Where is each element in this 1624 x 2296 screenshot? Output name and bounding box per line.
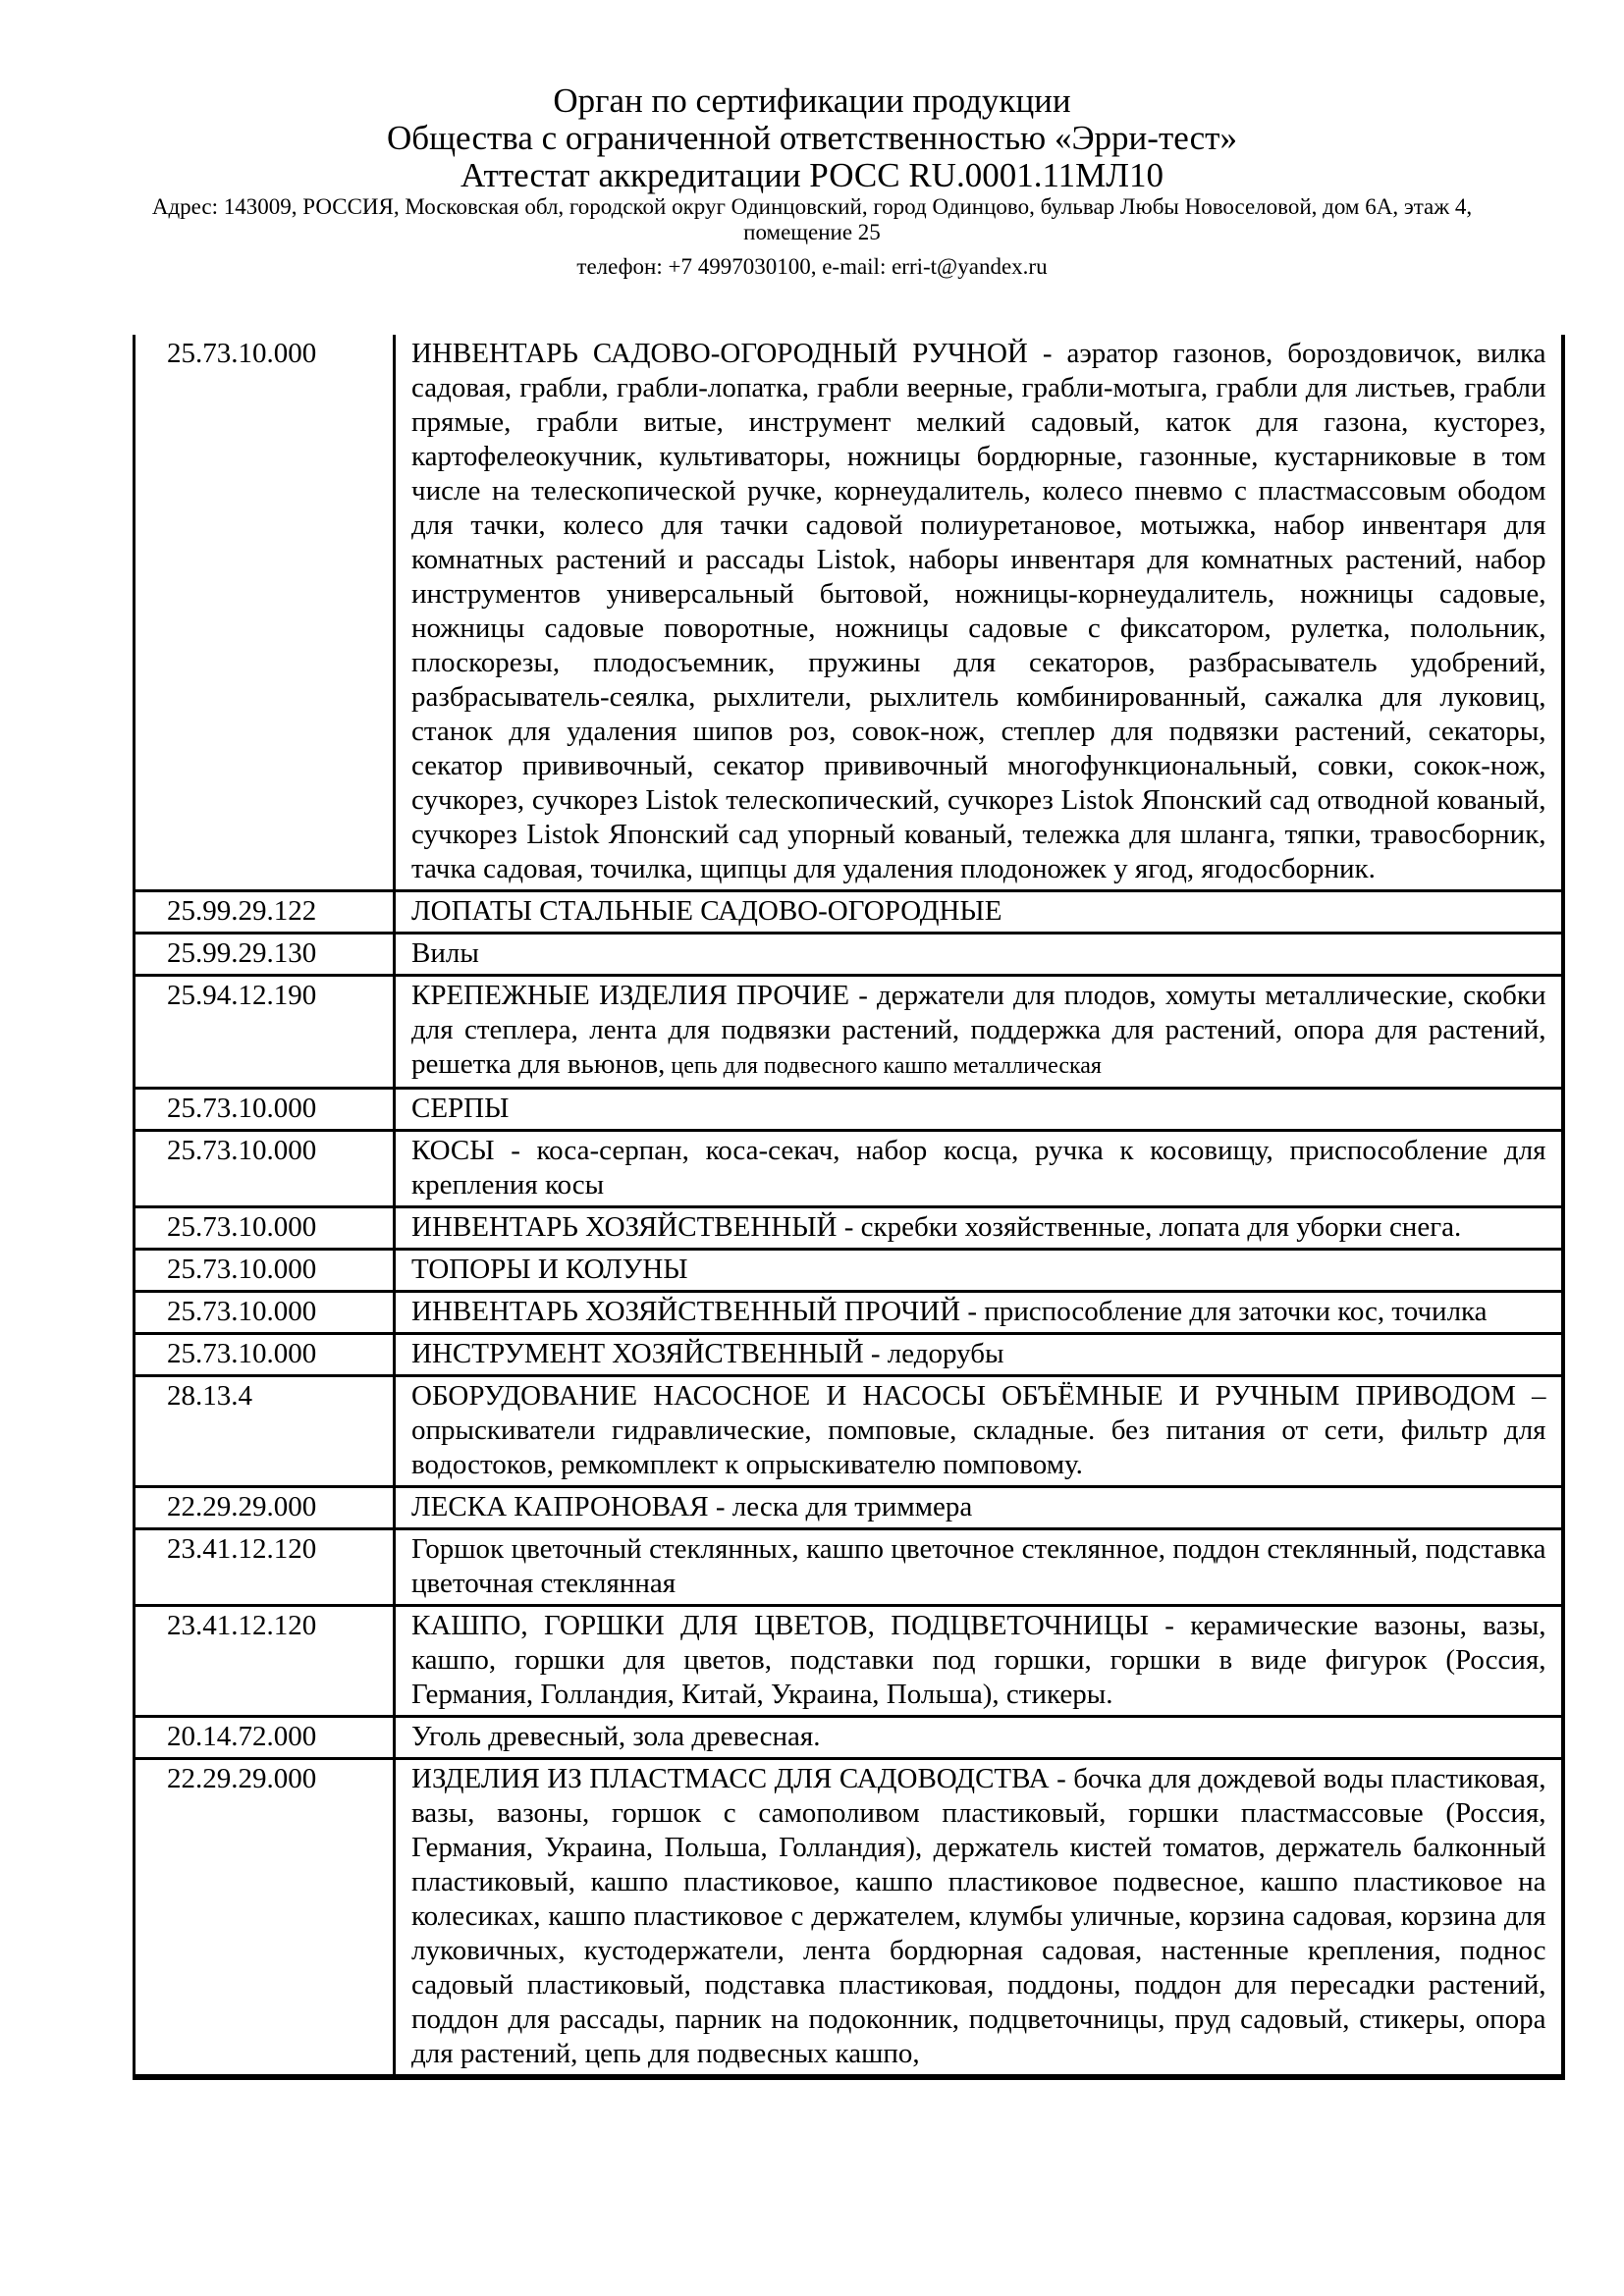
row-code: 25.73.10.000 <box>167 1254 317 1285</box>
row-code: 22.29.29.000 <box>167 1763 317 1794</box>
code-cell <box>135 1529 395 1606</box>
table-row <box>135 1207 1563 1250</box>
code-cell <box>135 1376 395 1487</box>
code-cell <box>135 976 395 1089</box>
row-text: ОБОРУДОВАНИЕ НАСОСНОЕ И НАСОСЫ ОБЪЁМНЫЕ И РУЧНЫМ ПРИВОДОМ – опрыскиватели гидравлические, помповые, складные. без питания от сети, фильтр для водостоков, ремкомплект к опрыскивателю помповому. <box>411 1380 1546 1480</box>
row-code: 25.99.29.122 <box>167 895 317 927</box>
row-text: ИНВЕНТАРЬ САДОВО-ОГОРОДНЫЙ РУЧНОЙ - аэратор газонов, бороздовичок, вилка садовая, грабли, грабли-лопатка, грабли веерные, грабли-мотыга, грабли для листьев, грабли прямые, грабли витые, инструмент мелкий садовый, каток для газона, кусторез, картофелеокучник, культиваторы, ножницы бордюрные, газонные, кустарниковые в том числе на телескопической ручке, корнеудалитель, колесо пневмо с пластмассовым ободом для тачки, колесо для тачки садовой полиуретановое, мотыжка, набор инвентаря для комнатных растений и рассады Listok, наборы инвентаря для комнатных растений, набор инструментов универсальный бытовой, ножницы-корнеудалитель, ножницы садовые, ножницы садовые поворотные, ножницы садовые с фиксатором, рулетка, полольник, плоскорезы, плодосъемник, пружины для секаторов, разбрасыватель удобрений, разбрасыватель-сеялка, рыхлители, рыхлитель комбинированный, сажалка для луковиц, станок для удаления шипов роз, совок-нож, степлер для подвязки растений, секаторы, секатор прививочный, секатор прививочный многофункциональный, совки, сокок-нож, сучкорез, сучкорез Listok телескопический, сучкорез Listok Японский сад отводной кованый, сучкорез Listok Японский сад упорный кованый, тележка для шланга, тяпки, травосборник, тачка садовая, точилка, щипцы для удаления плодоножек у ягод, ягодосборник. <box>411 338 1546 884</box>
row-code: 25.73.10.000 <box>167 338 317 369</box>
table-row <box>135 1334 1563 1376</box>
row-text-small: цепь для подвесного кашпо металлическая <box>665 1053 1102 1079</box>
row-code: 25.73.10.000 <box>167 1093 317 1124</box>
row-code: 25.99.29.130 <box>167 937 317 969</box>
code-cell <box>135 934 395 976</box>
header-company-line: Общества с ограниченной ответственностью «Эрри-тест» <box>387 119 1237 157</box>
table-row <box>135 1759 1563 2078</box>
table-row <box>135 1487 1563 1529</box>
row-code: 25.73.10.000 <box>167 1211 317 1243</box>
code-cell <box>135 1089 395 1131</box>
header-address-line-1: Адрес: 143009, РОССИЯ, Московская обл, городской округ Одинцовский, город Одинцово, бульвар Любы Новоселовой, дом 6А, этаж 4, <box>151 194 1473 219</box>
table-row <box>135 335 1563 891</box>
table-row <box>135 1250 1563 1292</box>
row-text: КРЕПЕЖНЫЕ ИЗДЕЛИЯ ПРОЧИЕ - держатели для плодов, хомуты металлические, скобки для степлера, лента для подвязки растений, поддержка для растений, опора для растений, решетка для вьюнов, <box>411 980 1546 1080</box>
row-text: СЕРПЫ <box>411 1093 510 1124</box>
table-row <box>135 1717 1563 1759</box>
header-contacts: телефон: +7 4997030100, e-mail: erri-t@yandex.ru <box>576 254 1048 279</box>
table-row <box>135 1131 1563 1207</box>
description-cell <box>395 1207 1563 1250</box>
row-code: 25.73.10.000 <box>167 1338 317 1369</box>
description-cell <box>395 1089 1563 1131</box>
code-cell <box>135 1207 395 1250</box>
code-cell <box>135 1606 395 1717</box>
table-row <box>135 1529 1563 1606</box>
row-text: ЛОПАТЫ СТАЛЬНЫЕ САДОВО-ОГОРОДНЫЕ <box>411 895 1002 927</box>
description-cell <box>395 1376 1563 1487</box>
code-cell <box>135 1250 395 1292</box>
row-code: 20.14.72.000 <box>167 1721 317 1752</box>
product-codes-table <box>133 335 1565 2080</box>
code-cell <box>135 1717 395 1759</box>
description-cell <box>395 1292 1563 1334</box>
row-text: ТОПОРЫ И КОЛУНЫ <box>411 1254 688 1285</box>
code-cell <box>135 1292 395 1334</box>
row-code: 28.13.4 <box>167 1380 252 1412</box>
description-cell <box>395 1717 1563 1759</box>
description-cell <box>395 1250 1563 1292</box>
description-cell <box>395 934 1563 976</box>
row-code: 22.29.29.000 <box>167 1491 317 1522</box>
document-header <box>0 0 1624 280</box>
row-text: КОСЫ - коса-серпан, коса-секач, набор косца, ручка к косовищу, приспособление для крепления косы <box>411 1135 1546 1201</box>
table-row <box>135 976 1563 1089</box>
code-cell <box>135 1131 395 1207</box>
description-cell <box>395 1334 1563 1376</box>
description-cell <box>395 1759 1563 2078</box>
code-cell <box>135 1334 395 1376</box>
row-code: 25.94.12.190 <box>167 980 317 1011</box>
header-org-line: Орган по сертификации продукции <box>553 81 1071 120</box>
row-code: 25.73.10.000 <box>167 1135 317 1166</box>
product-table-body <box>135 335 1563 2077</box>
table-row <box>135 1606 1563 1717</box>
table-row <box>135 1376 1563 1487</box>
code-cell <box>135 1487 395 1529</box>
row-text: ЛЕСКА КАПРОНОВАЯ - леска для триммера <box>411 1491 973 1522</box>
table-row <box>135 891 1563 934</box>
row-text: Вилы <box>411 937 479 969</box>
description-cell <box>395 335 1563 891</box>
code-cell <box>135 335 395 891</box>
row-text: КАШПО, ГОРШКИ ДЛЯ ЦВЕТОВ, ПОДЦВЕТОЧНИЦЫ - керамические вазоны, вазы, кашпо, горшки для цветов, подставки под горшки, горшки в виде фигурок (Россия, Германия, Голландия, Китай, Украина, Польша), стикеры. <box>411 1610 1546 1710</box>
description-cell <box>395 1131 1563 1207</box>
header-accreditation-line: Аттестат аккредитации РОСС RU.0001.11МЛ10 <box>460 156 1164 194</box>
row-code: 23.41.12.120 <box>167 1533 317 1565</box>
row-text: ИЗДЕЛИЯ ИЗ ПЛАСТМАСС ДЛЯ САДОВОДСТВА - бочка для дождевой воды пластиковая, вазы, вазоны, горшок с самополивом пластиковый, горшки пластмассовые (Россия, Германия, Украина, Польша, Голландия), держатель кистей томатов, держатель балконный пластиковый, кашпо пластиковое, кашпо пластиковое подвесное, кашпо пластиковое на колесиках, кашпо пластиковое с держателем, клумбы уличные, корзина садовая, корзина для луковичных, кустодержатели, лента бордюрная садовая, настенные крепления, поднос садовый пластиковый, подставка пластиковая, поддоны, поддон для пересадки растений, поддон для рассады, парник на подоконник, подцветочницы, пруд садовый, стикеры, опора для растений, цепь для подвесных кашпо, <box>411 1763 1546 2069</box>
row-text: Горшок цветочный стеклянных, кашпо цветочное стеклянное, поддон стеклянный, подставка цветочная стеклянная <box>411 1533 1546 1599</box>
row-text: ИНВЕНТАРЬ ХОЗЯЙСТВЕННЫЙ ПРОЧИЙ - приспособление для заточки кос, точилка <box>411 1296 1488 1327</box>
row-code: 23.41.12.120 <box>167 1610 317 1641</box>
code-cell <box>135 891 395 934</box>
description-cell <box>395 1529 1563 1606</box>
table-row <box>135 934 1563 976</box>
table-row <box>135 1292 1563 1334</box>
description-cell <box>395 976 1563 1089</box>
description-cell <box>395 1606 1563 1717</box>
row-code: 25.73.10.000 <box>167 1296 317 1327</box>
description-cell <box>395 1487 1563 1529</box>
code-cell <box>135 1759 395 2078</box>
description-cell <box>395 891 1563 934</box>
table-row <box>135 1089 1563 1131</box>
row-text: ИНВЕНТАРЬ ХОЗЯЙСТВЕННЫЙ - скребки хозяйственные, лопата для уборки снега. <box>411 1211 1462 1243</box>
row-text: Уголь древесный, зола древесная. <box>411 1721 821 1752</box>
header-address-line-2: помещение 25 <box>743 220 881 244</box>
row-text: ИНСТРУМЕНТ ХОЗЯЙСТВЕННЫЙ - ледорубы <box>411 1338 1004 1369</box>
